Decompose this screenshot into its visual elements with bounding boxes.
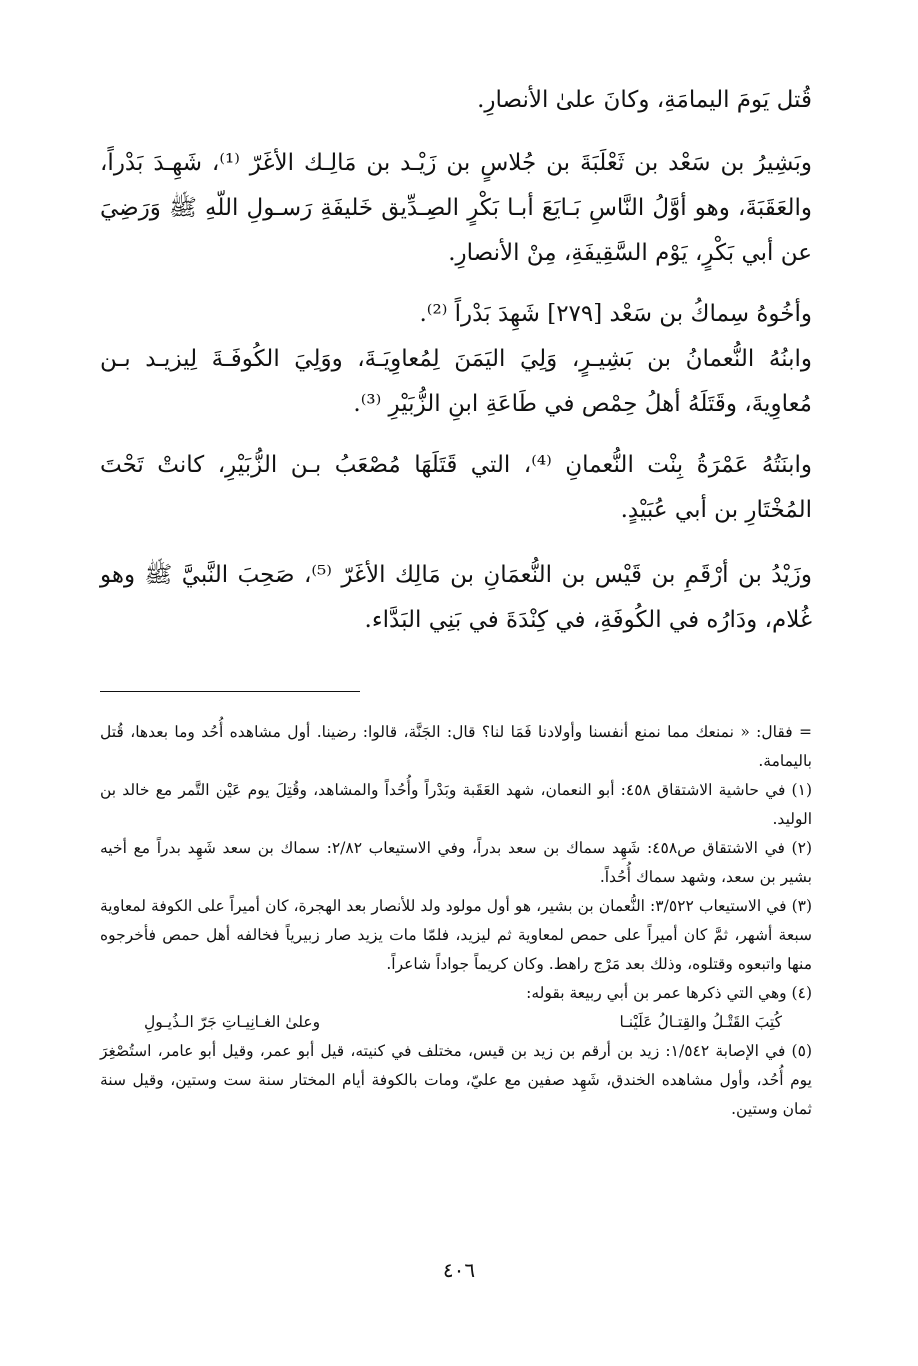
footnote-4: (٤) وهي التي ذكرها عمر بن أبي ربيعة بقوله: (526, 984, 812, 1002)
footnote-3: (٣) في الاستيعاب ٣/٥٢٢: النُّعمان بن بشير، هو أول مولود ولد للأنصار بعد الهجرة، كان أميراً على الكوفة لمعاوية سبعة أشهر، ثمَّ كان أميراً على حمص لمعاوية ثم ليزيد، فلمّا مات يزيد صار زبيرياً فخالفه أهل حمص فأخرجوه منها واتبعوه وقتلوه، وذلك بعد مَرْج راهط. وكان كريماً جواداً شاعراً. (100, 897, 813, 973)
page-number: ٤٠٦ (442, 1258, 476, 1282)
footnote-continuation: = فقال: « نمنعك مما نمنع أنفسنا وأولادنا فَمَا لنا؟ قال: الجَنَّة، قالوا: رضينا. أول مشاهده أُحُد وما بعدها، قُتل باليمامة. (100, 723, 812, 770)
page-body (100, 78, 812, 1124)
verse-second-hemistich: وعلىٰ الغـانِيـاتِ جَرّ الـذُيـولِ (144, 1013, 321, 1031)
footnote-5: (٥) في الإصابة ١/٥٤٢: زيد بن أرقم بن زيد بن قيس، مختلف في كنيته، قيل أبو عمر، وقيل أبو عامر، استُصْغِرَ يوم أُحُد، وأول مشاهده الخندق، شَهِد صفين مع عليّ، ومات بالكوفة أيام المختار سنة ست وستين، وقيل سنة ثمان وستين. (100, 1042, 812, 1118)
footnote-1: (١) في حاشية الاشتقاق ٤٥٨: أبو النعمان، شهد العَقَبة وبَدْراً وأُحُداً والمشاهد، وقُتِلَ يوم عَيْن التَّمر مع خالد بن الوليد. (100, 781, 812, 828)
verse-first-hemistich: كُتِبَ القَتْـلُ والقِتـالُ عَلَيْنـا (619, 1013, 782, 1031)
footnote-2: (٢) في الاشتقاق ص٤٥٨: شَهِد سماك بن سعد بدراً، وفي الاستيعاب ٢/٨٢: سماك بن سعد شَهِد بدراً مع أخيه بشير بن سعد، وشهد سماك أُحُداً. (100, 839, 812, 886)
main-paragraph-1: قُتل يَومَ اليمامَةِ، وكانَ علىٰ الأنصارِ. (477, 87, 812, 113)
main-paragraph-6: وزَيْدُ بن أرْقَمِ بن قَيْس بن النُّعمَانِ بن مَالِك الأغَرّ ⁽⁵⁾، صَحِبَ النَّبيَّ ﷺ وهو غُلام، ودَارُه في الكُوفَةِ، في كِنْدَةَ في بَنِي البَدَّاء. (100, 562, 812, 633)
poetry-verse (100, 1008, 812, 1037)
footnote-divider (100, 691, 360, 692)
main-paragraph-2: وبَشِيرُ بن سَعْد بن ثَعْلَبَةَ بن جُلاسٍ بن زَيْـد بن مَالِـك الأغَرّ ⁽¹⁾، شَهِـدَ بَدْراً، والعَقَبَةَ، وهو أوَّلُ النَّاسِ بَـايَعَ أبـا بَكْرٍ الصِـدِّيق خَليفَةِ رَسـولِ اللّهِ ﷺ وَرَضِيَ عن أبي بَكْرٍ، يَوْم السَّقِيفَةِ، مِنْ الأنصارِ. (100, 150, 812, 266)
main-text (100, 78, 812, 643)
main-paragraph-5: وابنَتُهُ عَمْرَةُ بِنْت النُّعمانِ ⁽⁴⁾، التي قَتَلَهَا مُصْعَبُ بـن الزُّبَيْرِ، كانتْ تَحْتَ المُخْتَارِ بن أبي عُبَيْدٍ. (100, 452, 812, 523)
main-paragraph-4: وابنُهُ النُّعمانُ بن بَشِيـرٍ، وَلِيَ اليَمَنَ لِمُعاوِيَـةَ، ووَلِيَ الكُوفَـةَ لِيزيـد بـن مُعاوِيةَ، وقَتَلَهُ أهلُ حِمْص في طَاعَةِ ابنِ الزُّبَيْرِ ⁽³⁾. (100, 346, 812, 417)
main-paragraph-3: وأخُوهُ سِماكُ بن سَعْد [٢٧٩] شَهِدَ بَدْراً ⁽²⁾. (419, 301, 812, 327)
footnotes (100, 718, 812, 1124)
